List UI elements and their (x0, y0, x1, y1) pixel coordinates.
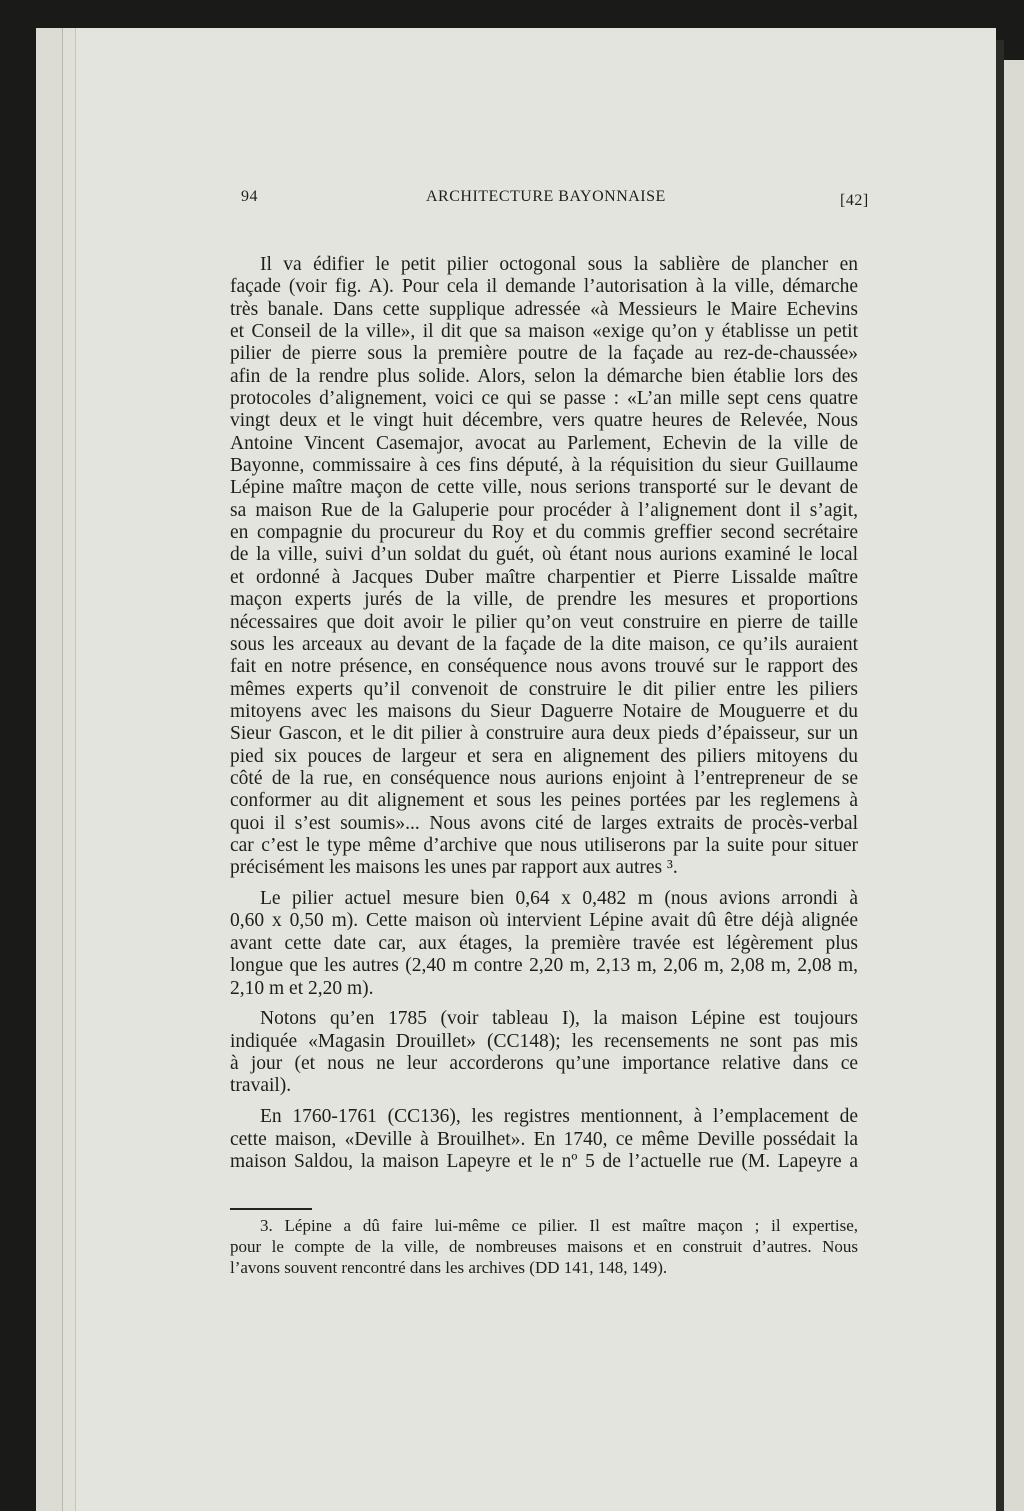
text-line: afin de la rendre plus solide. Alors, selon la démarche bien établie lors des (230, 365, 858, 387)
footnote-line: l’avons souvent rencontré dans les archives (DD 141, 148, 149). (230, 1257, 668, 1277)
text-line: façade (voir fig. A). Pour cela il demande l’autorisation à la ville, démarche (230, 276, 858, 298)
footnote-rule (230, 1208, 312, 1210)
text-line: à jour (et nous ne leur accorderons qu’une importance relative dans ce (230, 1053, 858, 1075)
text-line: et Conseil de la ville», il dit que sa maison «exige qu’on y établisse un petit (230, 321, 858, 343)
text-line: indiquée «Magasin Drouillet» (CC148); les recensements ne sont pas mis (230, 1030, 858, 1052)
text-line: cette maison, «Deville à Brouilhet». En 1740, ce même Deville possédait la (230, 1128, 858, 1150)
text-line: mêmes experts qu’il convenoit de construire le dit pilier entre les piliers (230, 678, 858, 700)
text-line: avant cette date car, aux étages, la première travée est légèrement plus (230, 932, 858, 954)
text-line: travail). (230, 1075, 292, 1097)
text-line: longue que les autres (2,40 m contre 2,20 m, 2,13 m, 2,06 m, 2,08 m, 2,08 m, (230, 955, 858, 977)
text-line: très banale. Dans cette supplique adressée «à Messieurs le Maire Echevins (230, 298, 858, 320)
text-line: de la ville, suivi d’un soldat du guét, où étant nous aurions examiné le local (230, 544, 858, 566)
page-edge (36, 28, 63, 1511)
text-line: Notons qu’en 1785 (voir tableau I), la maison Lépine est toujours (260, 1008, 858, 1030)
text-line: Sieur Gascon, et le dit pilier à construire aura deux pieds d’épaisseur, sur un (230, 723, 858, 745)
page-number: 94 (241, 188, 258, 205)
binding-shadow (996, 40, 1004, 1511)
text-line: conformer au dit alignement et sous les peines portées par les reglemens à (230, 790, 858, 812)
text-line: en compagnie du procureur du Roy et du commis greffier second secrétaire (230, 522, 858, 544)
text-line: maison Saldou, la maison Lapeyre et le nº 5 de l’actuelle rue (M. Lapeyre a (230, 1150, 858, 1172)
next-page-edge (1004, 60, 1024, 1511)
text-line: sous les arceaux au devant de la façade de la dite maison, ce qu’ils auraient (230, 633, 858, 655)
paragraph (230, 1106, 858, 1173)
text-line: mitoyens avec les maisons du Sieur Daguerre Notaire de Mouguerre et du (230, 700, 858, 722)
paragraph (230, 1008, 858, 1097)
running-title: ARCHITECTURE BAYONNAISE (426, 188, 666, 205)
text-line: protocoles d’alignement, voici ce qui se passe : «L’an mille sept cens quatre (230, 388, 858, 410)
text-line: Il va édifier le petit pilier octogonal sous la sablière de plancher en (260, 254, 858, 275)
text-line: fait en notre présence, en conséquence nous avons trouvé sur le rapport des (230, 656, 858, 678)
text-line: pied six pouces de largeur et sera en alignement des piliers mitoyens du (230, 745, 858, 767)
text-line: précisément les maisons les unes par rapport aux autres ³. (230, 857, 678, 879)
text-line: pilier de pierre sous la première poutre de la façade au rez-de-chaussée» (230, 343, 858, 365)
text-line: maçon experts jurés de la ville, de prendre les mesures et proportions (230, 589, 858, 611)
text-line: 0,60 x 0,50 m). Cette maison où intervient Lépine avait dû être déjà alignée (230, 910, 858, 932)
text-line: nécessaires que doit avoir le pilier qu’on veut construire en pierre de taille (230, 611, 858, 633)
text-line: Bayonne, commissaire à ces fins député, à la réquisition du sieur Guillaume (230, 455, 858, 477)
footnote-line: pour le compte de la ville, de nombreuses maisons et en construit d’autres. Nous (230, 1236, 858, 1256)
body-text (230, 254, 858, 1182)
text-line: Antoine Vincent Casemajor, avocat au Parlement, Echevin de la ville de (230, 432, 858, 454)
text-line: vingt deux et le vingt huit décembre, vers quatre heures de Relevée, Nous (230, 410, 858, 432)
text-line: Le pilier actuel mesure bien 0,64 x 0,482 m (nous avions arrondi à (260, 888, 858, 910)
text-line: sa maison Rue de la Galuperie pour procéder à l’alignement dont il s’agit, (230, 499, 858, 521)
text-line: 2,10 m et 2,20 m). (230, 977, 374, 999)
paragraph (230, 254, 858, 880)
paragraph (230, 888, 858, 1000)
footnote-line: 3. Lépine a dû faire lui-même ce pilier. Il est maître maçon ; il expertise, (260, 1216, 858, 1235)
page-edge (63, 28, 76, 1511)
text-line: Lépine maître maçon de cette ville, nous serions transporté sur le devant de (230, 477, 858, 499)
text-line: et ordonné à Jacques Duber maître charpentier et Pierre Lissalde maître (230, 566, 858, 588)
text-line: car c’est le type même d’archive que nous utiliserons par la suite pour situer (230, 834, 858, 856)
text-line: côté de la rue, en conséquence nous aurions enjoint à l’entrepreneur de se (230, 767, 858, 789)
footnote (230, 1216, 858, 1278)
bracket-page-number: [42] (840, 192, 869, 209)
text-line: En 1760-1761 (CC136), les registres mentionnent, à l’emplacement de (260, 1106, 858, 1128)
text-line: quoi il s’est soumis»... Nous avons cité de larges extraits de procès-verbal (230, 812, 858, 834)
